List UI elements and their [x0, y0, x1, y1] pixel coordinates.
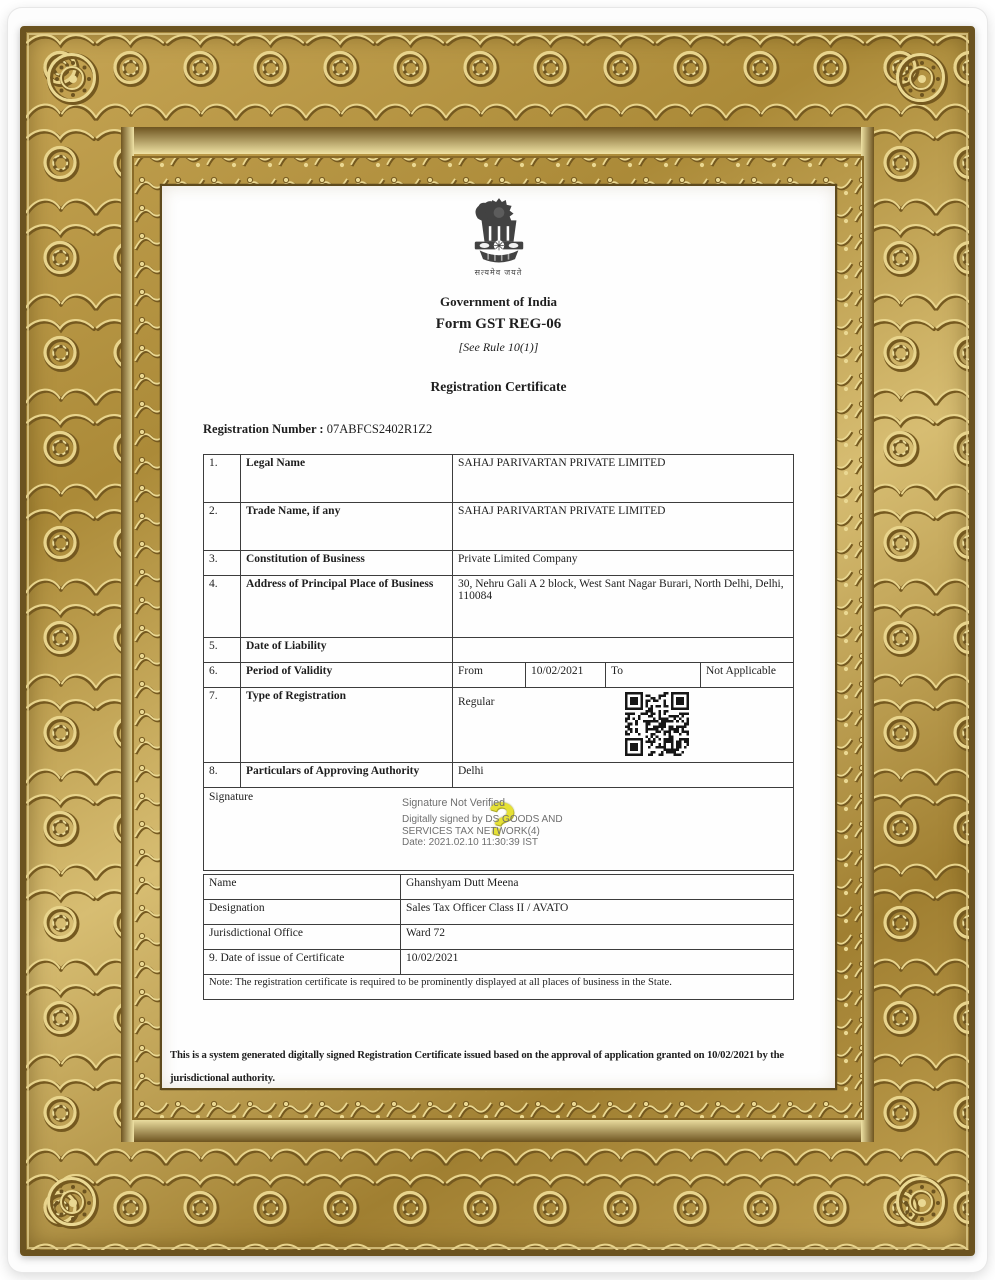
signature-row [204, 788, 794, 871]
signature-cell [204, 788, 794, 871]
india-national-emblem [468, 197, 530, 265]
table-row [204, 663, 794, 688]
table-row [204, 455, 794, 503]
signature-signer-line2: SERVICES TAX NETWORK(4) [402, 825, 540, 837]
qr-code [625, 692, 689, 756]
certificate-title: Registration Certificate [430, 379, 567, 394]
row-label: Period of Validity [241, 663, 453, 688]
registration-number-value: 07ABFCS2402R1Z2 [326, 422, 433, 436]
table-row [204, 576, 794, 638]
row-label: Legal Name [241, 455, 453, 503]
row-value: Private Limited Company [453, 551, 794, 576]
note-row [204, 975, 794, 1000]
row-value: Ghanshyam Dutt Meena [401, 875, 794, 900]
row-label: Jurisdictional Office [204, 925, 401, 950]
validity-to-label: To [606, 663, 701, 688]
certificate-paper [162, 186, 835, 1088]
validity-from-label: From [453, 663, 526, 688]
header-rule-reference: [See Rule 10(1)] [458, 340, 539, 354]
signature-question-mark-icon: ? [480, 789, 521, 848]
row-label: 9. Date of issue of Certificate [204, 950, 401, 975]
row-value: 10/02/2021 [401, 950, 794, 975]
digital-signature-block [402, 789, 612, 849]
framed-certificate-photo [8, 8, 987, 1272]
table-row [204, 950, 794, 975]
row-value: Delhi [453, 763, 794, 788]
note-text: Note: The registration certificate is required to be prominently displayed at all places of business in the State. [204, 975, 794, 1000]
validity-to-value: Not Applicable [701, 663, 794, 688]
emblem-motto: सत्यमेव जयते [474, 268, 523, 277]
system-generated-footer: This is a system generated digitally signed Registration Certificate issued based on the approval of application granted on 10/02/2021 by the jurisdictional authority. [170, 1049, 784, 1084]
row-number: 3. [204, 551, 241, 576]
registration-number-label: Registration Number : [203, 422, 324, 436]
table-row [204, 875, 794, 900]
header-form-name: Form GST REG-06 [435, 316, 562, 332]
table-row [204, 638, 794, 663]
row-number: 6. [204, 663, 241, 688]
registration-type-value: Regular [458, 696, 495, 708]
signature-not-verified-text: Signature Not Verified [402, 797, 506, 809]
registration-number-line [203, 422, 432, 437]
row-value [453, 688, 794, 763]
row-label: Date of Liability [241, 638, 453, 663]
row-value: Sales Tax Officer Class II / AVATO [401, 900, 794, 925]
table-row [204, 763, 794, 788]
row-number: 5. [204, 638, 241, 663]
row-label: Constitution of Business [241, 551, 453, 576]
signature-signer-line1: Digitally signed by DS GOODS AND [402, 814, 563, 825]
row-value: Ward 72 [401, 925, 794, 950]
row-label: Designation [204, 900, 401, 925]
row-number: 4. [204, 576, 241, 638]
row-value: 30, Nehru Gali A 2 block, West Sant Nagar Burari, North Delhi, Delhi, 110084 [453, 576, 794, 638]
qr-code-grid [625, 692, 689, 756]
signature-label: Signature [209, 791, 254, 803]
registration-details-table [203, 454, 794, 871]
validity-from-value: 10/02/2021 [526, 663, 606, 688]
signature-date-line: Date: 2021.02.10 11:30:39 IST [402, 837, 539, 848]
row-label: Trade Name, if any [241, 503, 453, 551]
row-label: Type of Registration [241, 688, 453, 763]
gold-picture-frame [20, 26, 975, 1256]
row-value: SAHAJ PARIVARTAN PRIVATE LIMITED [453, 503, 794, 551]
row-number: 8. [204, 763, 241, 788]
row-value [453, 638, 794, 663]
table-row [204, 551, 794, 576]
approving-officer-table [203, 874, 794, 1000]
table-row [204, 900, 794, 925]
header-government: Government of India [440, 294, 557, 309]
table-row [204, 503, 794, 551]
table-row [204, 688, 794, 763]
row-number: 2. [204, 503, 241, 551]
table-row [204, 925, 794, 950]
row-label: Particulars of Approving Authority [241, 763, 453, 788]
row-value: SAHAJ PARIVARTAN PRIVATE LIMITED [453, 455, 794, 503]
row-number: 1. [204, 455, 241, 503]
row-label: Address of Principal Place of Business [241, 576, 453, 638]
row-label: Name [204, 875, 401, 900]
row-number: 7. [204, 688, 241, 763]
